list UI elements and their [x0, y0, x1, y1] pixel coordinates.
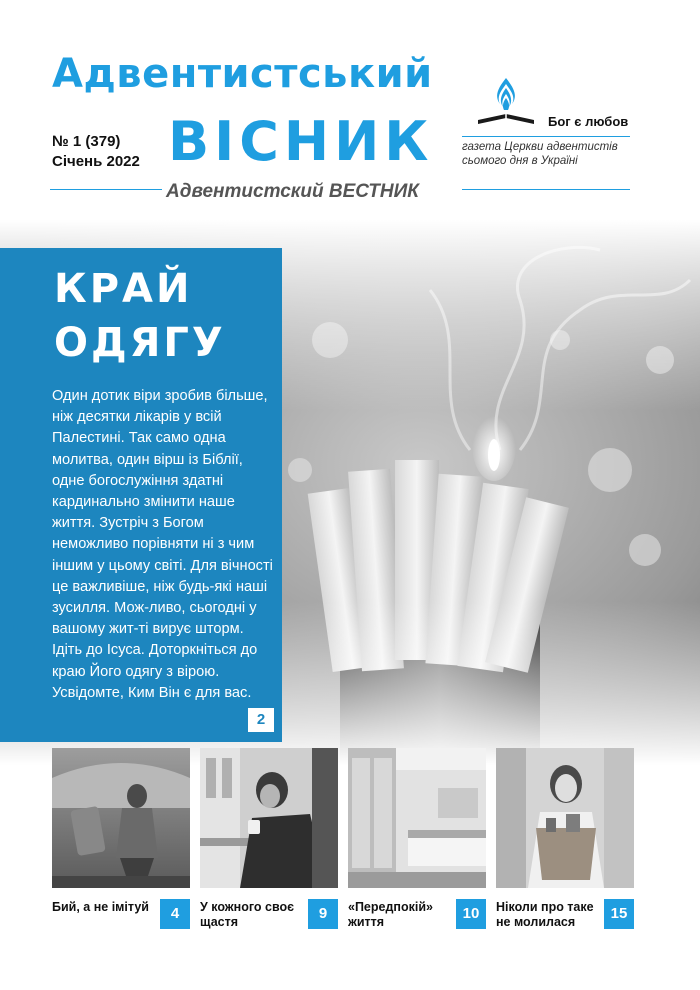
feature-title: [54, 262, 274, 370]
feature-page-number: 2: [248, 708, 274, 732]
divider-right: [462, 189, 630, 190]
teaser-page-number: 9: [308, 899, 338, 929]
teaser-caption: Бий, а не імітуй: [52, 900, 149, 914]
newspaper-title-top: Адвентистський: [52, 51, 433, 97]
teaser-4[interactable]: [496, 748, 634, 948]
teaser-page-number: 15: [604, 899, 634, 929]
newspaper-subtitle: Адвентистский ВЕСТНИК: [166, 181, 419, 202]
divider-left: [50, 189, 162, 190]
teaser-page-number: 10: [456, 899, 486, 929]
teaser-photo-hotel-room: [348, 748, 486, 888]
divider-logo: [462, 136, 630, 137]
issue-date: Січень 2022: [52, 153, 140, 170]
teaser-2[interactable]: [200, 748, 338, 948]
issue-info: [52, 132, 140, 172]
teaser-1[interactable]: [52, 748, 190, 948]
feature-text: Один дотик віри зробив більше, ніж десятки лікарів у всій Палестині. Так само одна молитва, один вірш із Біблії, одне богослужіння здатні кардинально змінити наше життя. Зустріч з Богом неможливо порівняти ні з чим іншим у цьому світі. Для вічності це важливіше, ніж будь-які наші зусилля. Мож-ливо, сьогодні у вашому жит-ті вирує шторм. Ідіть до Ісуса. Доторкніться до краю Його одягу з вірою. Усвідомте, Ким Він є для вас.: [52, 388, 273, 701]
teaser-caption: «Передпокій» життя: [348, 900, 433, 929]
teaser-photo-woman-cafe: [200, 748, 338, 888]
teaser-photo-woman-groceries: [496, 748, 634, 888]
masthead: [0, 0, 700, 230]
feature-title-line1: КРАЙ: [54, 266, 193, 312]
organization-name: газета Церкви адвентистів сьомого дня в Україні: [462, 141, 618, 167]
church-logo-icon: [476, 70, 546, 136]
teaser-caption: У кожного своє щастя: [200, 900, 295, 929]
teaser-photo-gladiator: [52, 748, 190, 888]
newspaper-title-main: ВІСНИК: [168, 110, 434, 173]
teaser-page-number: 4: [160, 899, 190, 929]
feature-title-line2: ОДЯГУ: [54, 320, 226, 366]
issue-number: № 1 (379): [52, 133, 121, 150]
teaser-3[interactable]: [348, 748, 486, 948]
feature-article[interactable]: [0, 248, 282, 742]
logo-tagline: Бог є любов: [548, 114, 629, 129]
teaser-caption: Ніколи про таке не молилася: [496, 900, 594, 929]
